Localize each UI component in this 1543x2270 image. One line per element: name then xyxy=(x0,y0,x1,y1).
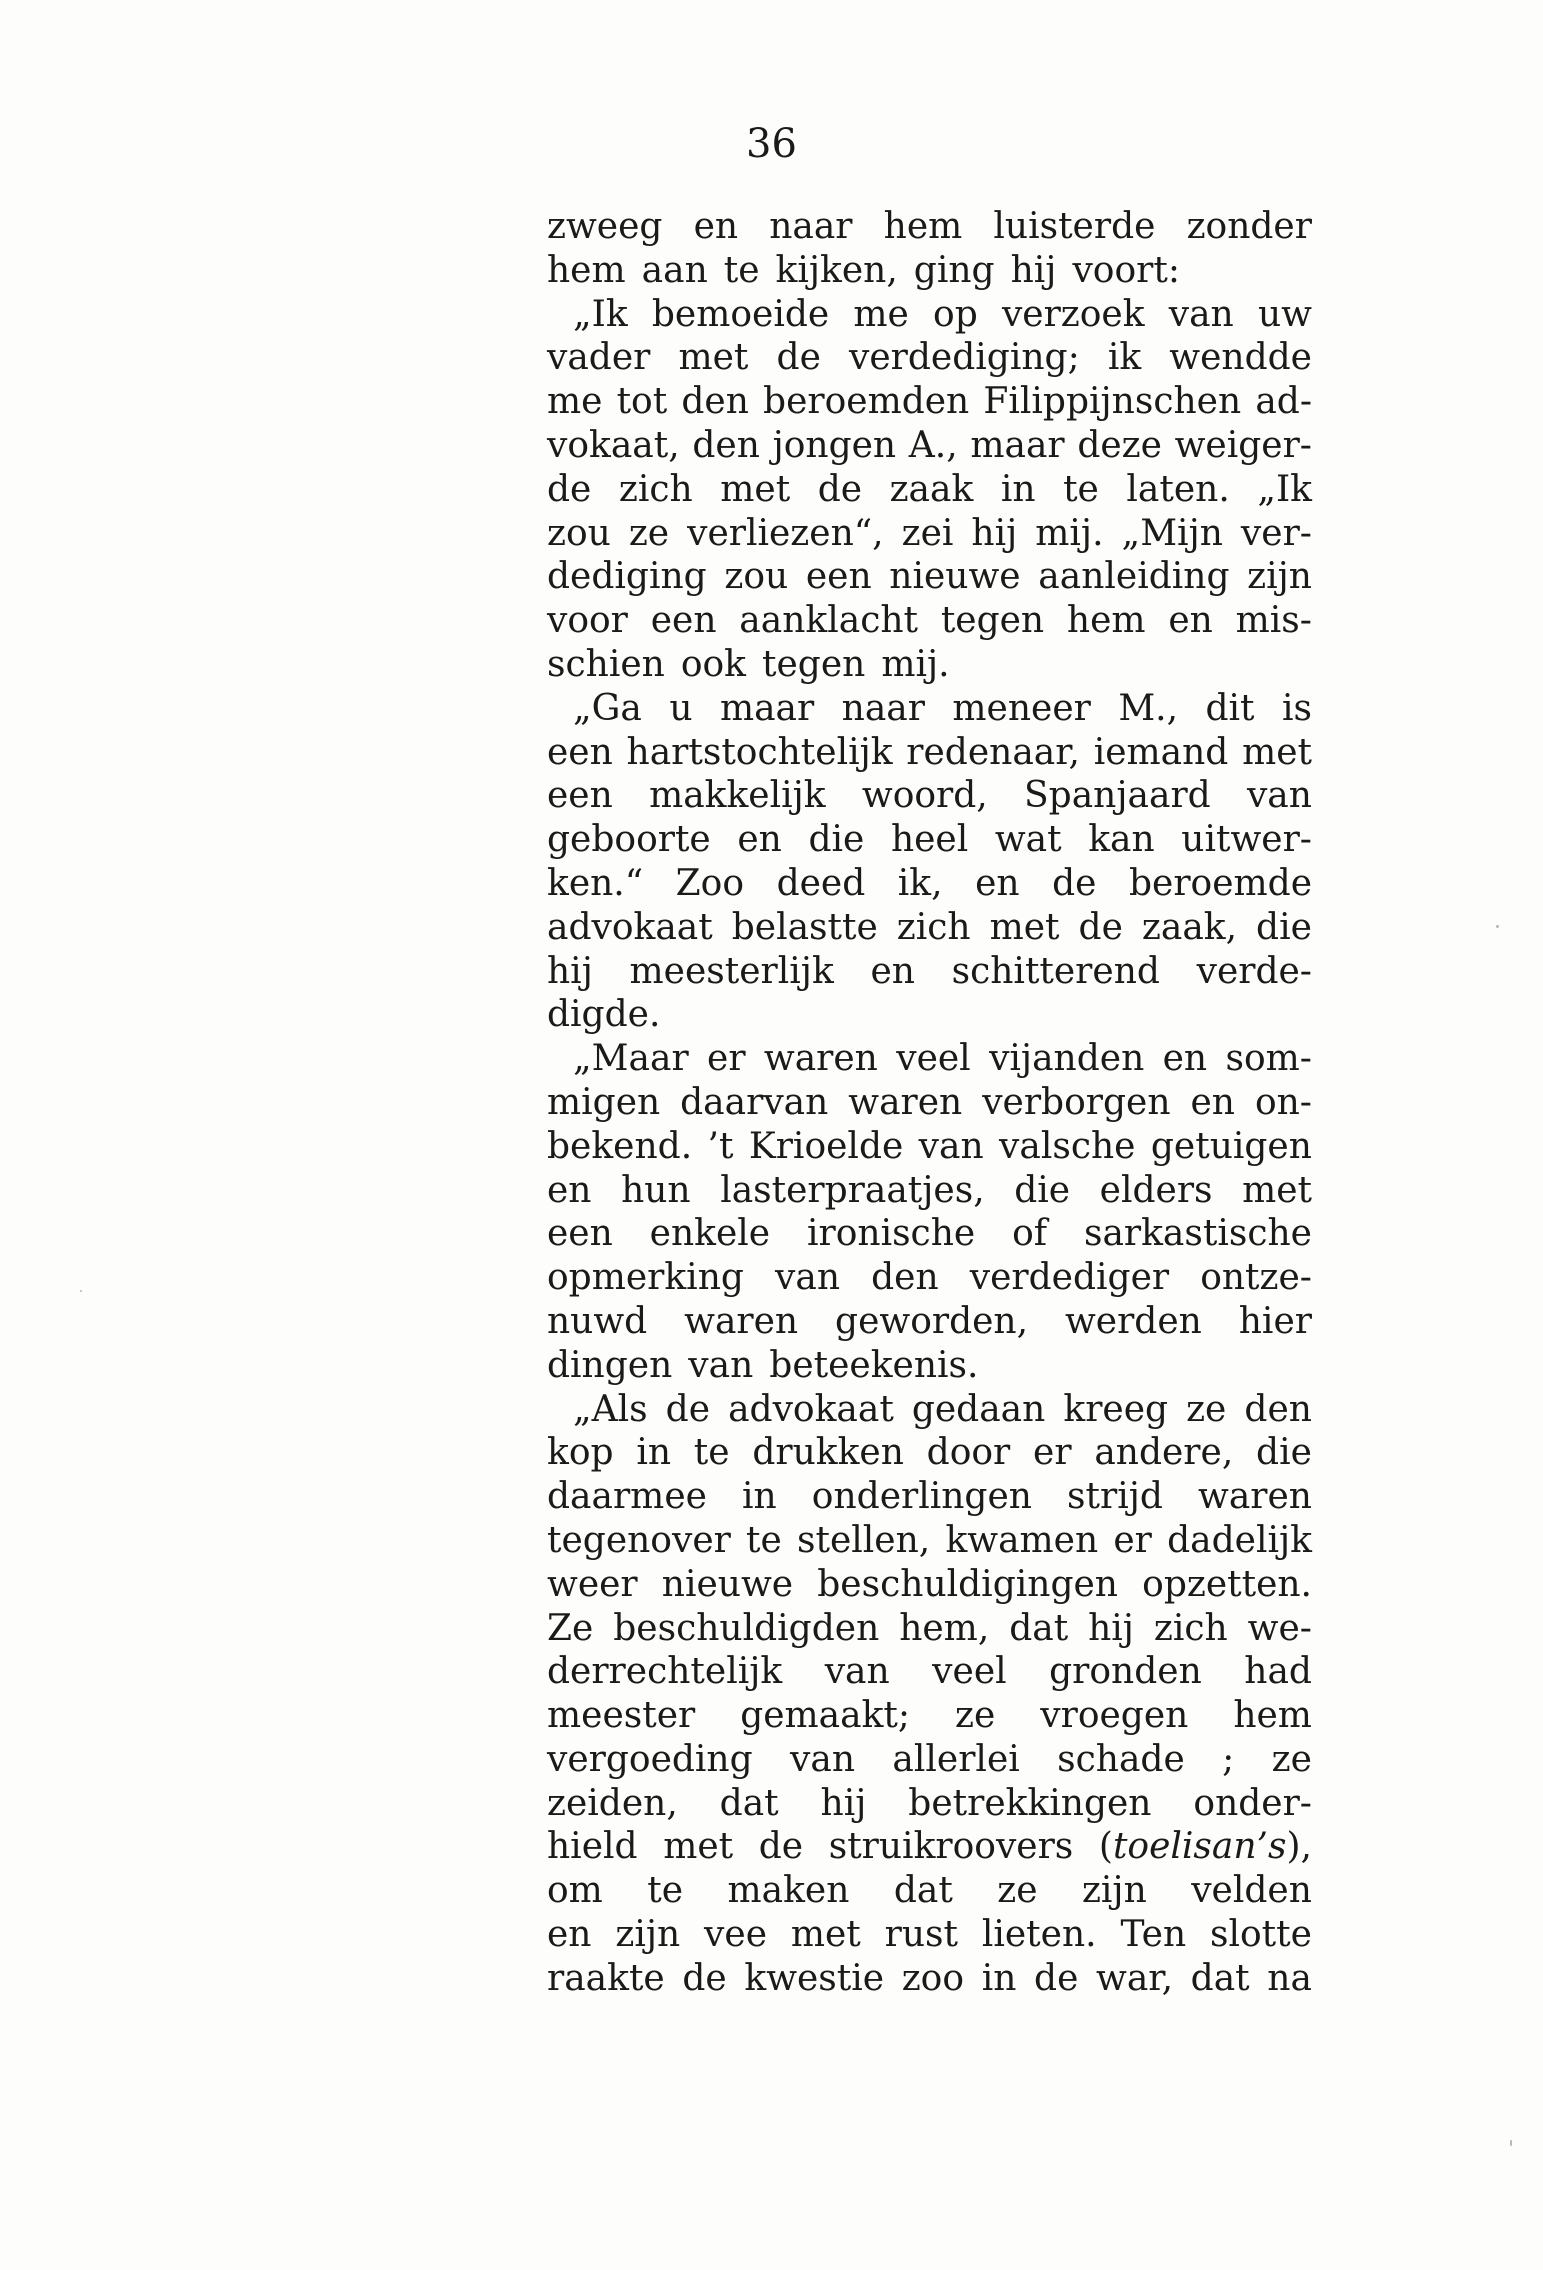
text-word: dingen xyxy=(547,1344,673,1386)
text-word: met xyxy=(1242,731,1312,773)
text-word: in xyxy=(742,1476,777,1518)
text-word: ze xyxy=(997,1870,1038,1912)
text-word: zijn xyxy=(615,1914,681,1956)
text-line xyxy=(547,1388,1312,1432)
text-word: die xyxy=(1256,1432,1312,1474)
text-word: waren xyxy=(684,1300,799,1342)
text-word: beteekenis. xyxy=(769,1344,979,1386)
text-word: naar xyxy=(769,206,853,247)
text-word: dat xyxy=(1009,1607,1069,1649)
text-word: bemoeide xyxy=(651,293,830,335)
text-line xyxy=(547,1738,1312,1782)
text-word: beschuldigden xyxy=(613,1607,880,1649)
text-word: uw xyxy=(1257,293,1312,335)
text-word: elders xyxy=(1099,1169,1213,1211)
text-word: ontze- xyxy=(1200,1257,1312,1299)
text-word: ze xyxy=(1271,1738,1312,1780)
text-line xyxy=(547,249,1312,293)
text-word: en xyxy=(1168,600,1213,642)
text-line xyxy=(547,1519,1312,1563)
text-word: verdediger xyxy=(969,1257,1170,1299)
text-word: en xyxy=(737,819,782,861)
text-word: vijanden xyxy=(989,1038,1145,1080)
text-word: ver- xyxy=(1240,512,1312,554)
text-word: ze xyxy=(955,1695,996,1737)
text-word: kwamen xyxy=(945,1519,1099,1561)
text-word: schade xyxy=(1057,1738,1185,1780)
text-word: digde. xyxy=(547,994,661,1036)
text-word: derrechtelijk xyxy=(547,1651,783,1693)
text-line xyxy=(547,1869,1312,1913)
text-word: de xyxy=(547,468,592,510)
text-line xyxy=(547,336,1312,380)
text-word: rust xyxy=(884,1914,958,1956)
text-word: ; xyxy=(1222,1738,1235,1780)
text-word: in xyxy=(636,1432,672,1474)
text-word: vergoeding xyxy=(547,1738,753,1780)
text-line xyxy=(547,293,1312,337)
text-word: wat xyxy=(994,819,1062,861)
text-line xyxy=(547,205,1312,249)
text-line xyxy=(547,1825,1312,1869)
text-word: ’t xyxy=(707,1125,734,1167)
text-word: me xyxy=(853,293,909,335)
text-word: beroemde xyxy=(1128,862,1312,904)
text-word: tegen xyxy=(940,600,1045,642)
text-word: gemaakt; xyxy=(740,1695,911,1737)
text-word: hem xyxy=(1066,600,1146,642)
text-word: M., xyxy=(1118,687,1179,729)
text-word: deed xyxy=(776,862,866,904)
text-line xyxy=(547,1256,1312,1300)
text-word: den xyxy=(1244,1388,1312,1430)
text-word: van xyxy=(790,1738,856,1780)
text-line xyxy=(547,1475,1312,1519)
text-word: on- xyxy=(1254,1081,1312,1123)
text-word: dadelijk xyxy=(1167,1519,1312,1561)
text-word: in xyxy=(981,1957,1017,1999)
text-word: kop xyxy=(547,1432,614,1474)
text-word: enkele xyxy=(649,1213,771,1255)
text-word: Filippijnschen xyxy=(983,381,1242,423)
text-word: met xyxy=(720,468,791,510)
text-word: tot xyxy=(616,381,668,423)
text-word: mij. xyxy=(881,643,950,685)
text-word: en xyxy=(870,950,915,992)
text-word: en xyxy=(975,862,1020,904)
text-line xyxy=(547,1212,1312,1256)
text-line xyxy=(547,1650,1312,1694)
text-word: een xyxy=(805,556,872,598)
text-line xyxy=(547,1913,1312,1957)
text-word: mis- xyxy=(1235,600,1312,642)
text-word: van xyxy=(918,1125,984,1167)
text-word: vee xyxy=(704,1914,767,1956)
text-word: is xyxy=(1281,687,1312,729)
text-word: sarkastische xyxy=(1083,1213,1312,1255)
text-word: zoo xyxy=(901,1957,965,1999)
text-word: nieuwe xyxy=(889,556,1021,598)
text-word: die xyxy=(808,819,865,861)
text-line xyxy=(547,643,1312,687)
text-word: Zoo xyxy=(675,862,745,904)
text-word: „Ik xyxy=(573,293,628,335)
text-word: hem xyxy=(1233,1695,1312,1737)
text-word: van xyxy=(824,1651,890,1693)
text-word: de xyxy=(1078,906,1123,948)
text-word: migen xyxy=(547,1081,661,1123)
text-word: iemand xyxy=(1093,731,1229,773)
text-line xyxy=(547,1125,1312,1169)
text-word: woord, xyxy=(861,775,988,817)
text-line xyxy=(547,1300,1312,1344)
text-line xyxy=(547,1694,1312,1738)
text-line xyxy=(547,512,1312,556)
text-word: advokaat xyxy=(547,906,713,948)
text-word: advokaat xyxy=(728,1388,894,1430)
text-word: lieten. xyxy=(981,1914,1097,1956)
text-word: die xyxy=(1014,1169,1071,1211)
text-word: zaak xyxy=(889,468,974,510)
text-word: hem, xyxy=(899,1607,990,1649)
text-word: luisterde xyxy=(993,206,1156,247)
text-word: met xyxy=(989,906,1060,948)
text-word: zijn xyxy=(1081,1870,1147,1912)
text-word: schitterend xyxy=(951,950,1160,992)
text-word: zich xyxy=(618,468,693,510)
text-line xyxy=(547,1431,1312,1475)
text-word: de xyxy=(817,468,863,510)
text-word: na xyxy=(1267,1957,1312,1999)
text-word: met xyxy=(678,337,749,379)
text-word: ken.“ xyxy=(547,862,644,904)
text-word: een xyxy=(650,600,717,642)
text-word: dat xyxy=(893,1870,953,1912)
text-line xyxy=(547,687,1312,731)
text-word: allerlei xyxy=(892,1738,1020,1780)
text-word: verliezen“, xyxy=(687,512,884,554)
text-word: andere, xyxy=(1094,1432,1234,1474)
text-word: kijken, xyxy=(775,249,898,291)
text-word: de xyxy=(682,1957,727,1999)
paper-speck xyxy=(1496,925,1499,928)
text-word: den xyxy=(871,1257,939,1299)
text-word: zich xyxy=(896,906,971,948)
text-word: kan xyxy=(1088,819,1155,861)
text-word: te xyxy=(647,1870,684,1912)
text-word: voort: xyxy=(1072,249,1180,291)
text-word: dat xyxy=(719,1782,779,1824)
text-word: hem xyxy=(547,249,626,291)
text-word: heel xyxy=(890,819,969,861)
text-word: (toelisan’s), xyxy=(1098,1826,1312,1868)
text-word: de xyxy=(1034,1957,1079,1999)
text-word: hij xyxy=(1010,249,1057,291)
text-word: zou xyxy=(724,556,789,598)
text-word: gedaan xyxy=(911,1388,1046,1430)
text-word: van xyxy=(775,1257,841,1299)
text-word: strijd xyxy=(1067,1476,1163,1518)
text-word: uitwer- xyxy=(1181,819,1312,861)
text-word: er xyxy=(1113,1519,1152,1561)
text-word: met xyxy=(790,1914,861,1956)
text-word: mij. xyxy=(1035,512,1104,554)
text-word: Ze xyxy=(547,1607,594,1649)
text-word: geboorte xyxy=(547,819,711,861)
text-line xyxy=(547,1782,1312,1826)
text-line xyxy=(547,599,1312,643)
text-word: er xyxy=(1033,1432,1072,1474)
text-word: door xyxy=(926,1432,1011,1474)
text-word: Krioelde xyxy=(748,1125,904,1167)
text-word: redenaar, xyxy=(906,731,1080,773)
text-word: veel xyxy=(932,1651,1007,1693)
text-line xyxy=(547,906,1312,950)
text-word: om xyxy=(547,1870,603,1912)
text-word: hartstochtelijk xyxy=(626,731,893,773)
text-line xyxy=(547,555,1312,599)
text-word: te xyxy=(1063,468,1099,510)
text-word: die xyxy=(1256,906,1312,948)
text-word: dit xyxy=(1205,687,1255,729)
text-word: tegenover xyxy=(547,1519,731,1561)
text-word: we- xyxy=(1247,1607,1312,1649)
text-word: vader xyxy=(547,337,651,379)
text-line xyxy=(547,424,1312,468)
text-line xyxy=(547,818,1312,862)
text-word: waren xyxy=(763,1038,878,1080)
text-word: ironische xyxy=(806,1213,976,1255)
text-line xyxy=(547,1169,1312,1213)
text-word: en xyxy=(547,1914,592,1956)
text-word: of xyxy=(1012,1213,1048,1255)
text-word: zich xyxy=(1153,1607,1228,1649)
text-word: daarmee xyxy=(547,1476,707,1518)
text-word: beroemden xyxy=(763,381,970,423)
text-word: Spanjaard xyxy=(1024,775,1211,817)
text-word: bekend. xyxy=(547,1125,693,1167)
text-word: weiger- xyxy=(1174,424,1312,466)
text-word: „Als xyxy=(573,1388,648,1430)
text-word: maken xyxy=(727,1870,850,1912)
text-word: schien xyxy=(547,643,665,685)
text-word: aan xyxy=(641,249,708,291)
text-word: tegen xyxy=(762,643,866,685)
body-text xyxy=(547,205,1312,2001)
page-number: 36 xyxy=(746,121,797,167)
text-word: hem xyxy=(883,206,963,247)
text-word: getuigen xyxy=(1150,1125,1312,1167)
text-word: drukken xyxy=(752,1432,904,1474)
text-word: de xyxy=(1052,862,1097,904)
text-word: meester xyxy=(547,1695,696,1737)
text-word: maar xyxy=(719,687,815,729)
text-word: zeiden, xyxy=(547,1782,678,1824)
paper-speck xyxy=(1510,2140,1512,2146)
text-word: verdediging; xyxy=(849,337,1080,379)
text-word: velden xyxy=(1191,1870,1312,1912)
text-word: geworden, xyxy=(835,1300,1029,1342)
text-word: zweeg xyxy=(547,206,663,247)
text-word: A., xyxy=(908,424,958,466)
text-word: naar xyxy=(841,687,925,729)
text-word: „Ga xyxy=(573,687,642,729)
text-word: zou xyxy=(547,512,611,554)
text-word: betrekkingen xyxy=(908,1782,1152,1824)
text-word: zonder xyxy=(1186,206,1312,247)
text-line xyxy=(547,862,1312,906)
text-word: de xyxy=(776,337,821,379)
text-word: stellen, xyxy=(797,1519,931,1561)
text-word: verzoek xyxy=(1001,293,1145,335)
text-word: war, xyxy=(1096,1957,1174,1999)
text-word: verborgen xyxy=(982,1081,1171,1123)
text-word: ad- xyxy=(1255,381,1312,423)
text-word: wendde xyxy=(1169,337,1312,379)
text-word: kwestie xyxy=(744,1957,885,1999)
text-word: den xyxy=(681,381,749,423)
text-word: te xyxy=(746,1519,782,1561)
text-word: kreeg xyxy=(1063,1388,1169,1430)
text-word: meneer xyxy=(952,687,1091,729)
text-word: ik, xyxy=(897,862,943,904)
text-word: een xyxy=(547,1213,613,1255)
text-line xyxy=(547,1957,1312,2001)
text-word: „Mijn xyxy=(1121,512,1223,554)
text-word: met xyxy=(1242,1169,1312,1211)
text-word: vroegen xyxy=(1040,1695,1189,1737)
text-word: verde- xyxy=(1196,950,1312,992)
text-word: in xyxy=(1000,468,1036,510)
text-word: de xyxy=(758,1826,804,1868)
text-line xyxy=(547,731,1312,775)
text-word: som- xyxy=(1225,1038,1312,1080)
text-word: beschuldigingen xyxy=(817,1563,1118,1605)
text-word: opmerking xyxy=(547,1257,744,1299)
text-word: maar xyxy=(970,424,1065,466)
text-line xyxy=(547,993,1312,1037)
text-word: jongen xyxy=(772,424,897,466)
text-word: waren xyxy=(848,1081,963,1123)
text-word: aanklacht xyxy=(739,600,919,642)
text-word: zaak, xyxy=(1141,906,1238,948)
text-word: een xyxy=(547,775,613,817)
text-word: nuwd xyxy=(547,1300,648,1342)
text-word: aanleiding xyxy=(1038,556,1230,598)
text-word: Ten xyxy=(1120,1914,1187,1956)
text-word: en xyxy=(693,206,739,247)
text-word: en xyxy=(1190,1081,1235,1123)
text-word: me xyxy=(547,381,603,423)
text-word: vokaat, xyxy=(547,424,680,466)
text-word: veel xyxy=(896,1038,971,1080)
text-word: op xyxy=(933,293,978,335)
text-word: den xyxy=(692,424,760,466)
text-word: opzetten. xyxy=(1142,1563,1312,1605)
text-word: struikroovers xyxy=(828,1826,1074,1868)
text-word: nieuwe xyxy=(661,1563,794,1605)
text-word: hun xyxy=(621,1169,691,1211)
text-line xyxy=(547,468,1312,512)
text-word: hij xyxy=(971,512,1018,554)
text-word: onderlingen xyxy=(811,1476,1032,1518)
text-word: werden xyxy=(1064,1300,1202,1342)
text-word: en xyxy=(547,1169,592,1211)
text-word: een xyxy=(547,731,613,773)
text-line xyxy=(547,1344,1312,1388)
text-word: hij xyxy=(820,1782,867,1824)
text-word: zei xyxy=(901,512,954,554)
text-line xyxy=(547,1037,1312,1081)
text-word: met xyxy=(663,1826,734,1868)
text-word: daarvan xyxy=(680,1081,829,1123)
text-word: ik xyxy=(1107,337,1142,379)
text-word: „Ik xyxy=(1257,468,1312,510)
text-word: van xyxy=(688,1344,754,1386)
text-word: de xyxy=(665,1388,711,1430)
text-word: deze xyxy=(1077,424,1162,466)
text-word: te xyxy=(723,249,760,291)
text-word: meesterlijk xyxy=(629,950,834,992)
text-word: laten. xyxy=(1126,468,1230,510)
text-word: er xyxy=(707,1038,746,1080)
text-word: raakte xyxy=(547,1957,665,1999)
text-word: zijn xyxy=(1247,556,1312,598)
text-word: weer xyxy=(547,1563,638,1605)
text-word: u xyxy=(669,687,693,729)
text-word: „Maar xyxy=(573,1038,689,1080)
text-word: van xyxy=(1246,775,1312,817)
italic-term: toelisan’s xyxy=(1112,1826,1287,1868)
text-word: had xyxy=(1244,1651,1312,1693)
text-word: ging xyxy=(913,249,995,291)
text-word: hij xyxy=(1088,1607,1134,1649)
text-word: waren xyxy=(1198,1476,1312,1518)
text-word: te xyxy=(693,1432,730,1474)
text-word: ze xyxy=(1186,1388,1227,1430)
text-word: valsche xyxy=(999,1125,1136,1167)
text-word: ze xyxy=(628,512,670,554)
text-line xyxy=(547,1563,1312,1607)
text-word: slotte xyxy=(1210,1914,1312,1956)
paper-speck xyxy=(80,1290,82,1292)
text-word: dediging xyxy=(547,556,707,598)
text-word: hield xyxy=(547,1826,638,1868)
text-word: en xyxy=(1162,1038,1208,1080)
text-line xyxy=(547,380,1312,424)
text-word: dat xyxy=(1190,1957,1250,1999)
text-word: onder- xyxy=(1193,1782,1312,1824)
text-word: lasterpraatjes, xyxy=(720,1169,985,1211)
text-line xyxy=(547,1081,1312,1125)
text-word: van xyxy=(1168,293,1234,335)
text-word: makkelijk xyxy=(649,775,826,817)
text-line xyxy=(547,1607,1312,1651)
text-word: ook xyxy=(680,643,746,685)
text-line xyxy=(547,774,1312,818)
text-word: hier xyxy=(1238,1300,1312,1342)
text-word: hij xyxy=(547,950,593,992)
text-word: voor xyxy=(547,600,628,642)
text-word: belastte xyxy=(731,906,878,948)
text-line xyxy=(547,950,1312,994)
text-word: gronden xyxy=(1049,1651,1202,1693)
